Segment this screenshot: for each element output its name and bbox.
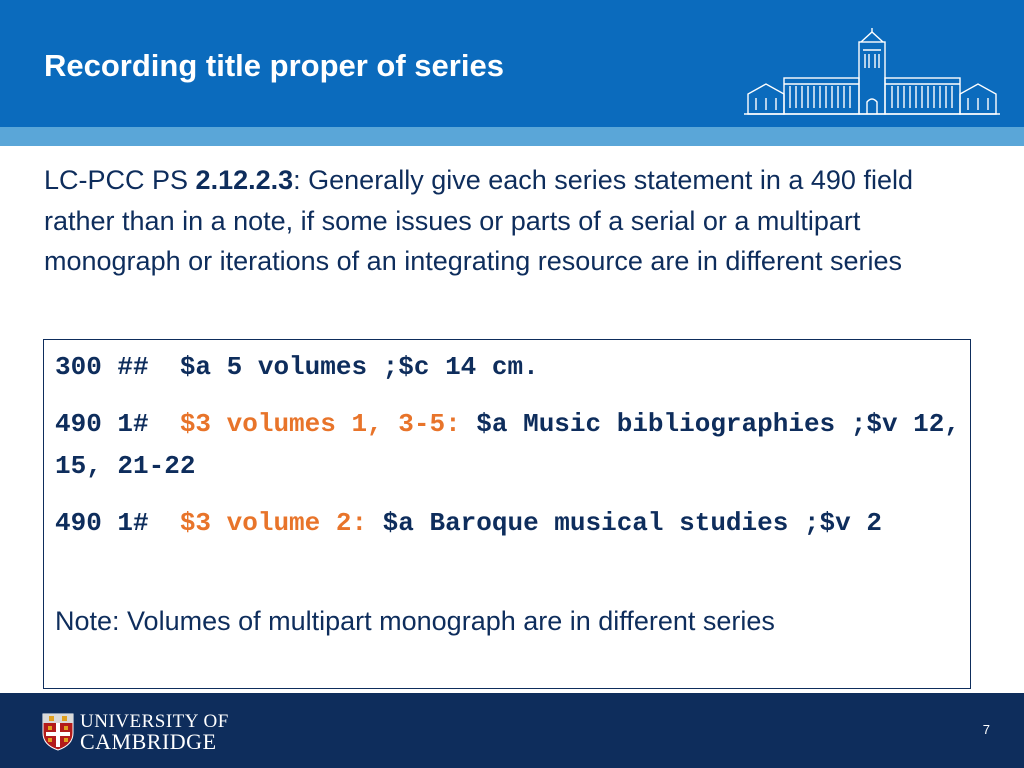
slide-title: Recording title proper of series: [44, 48, 504, 83]
page-number: 7: [982, 722, 990, 737]
example-note: Note: Volumes of multipart monograph are in different series: [55, 606, 775, 636]
marc-highlight-subfield: $3 volumes 1, 3-5:: [179, 409, 461, 439]
marc-tag: 490 1#: [55, 409, 180, 439]
cambridge-crest-icon: [42, 713, 74, 751]
university-wordmark: [80, 713, 229, 753]
marc-field-490-second: [55, 502, 960, 544]
marc-field-490-first: [55, 403, 976, 487]
intro-paragraph: [44, 160, 974, 282]
marc-tag: 490 1#: [55, 508, 180, 538]
intro-text: : Generally give each series statement in a 490 field rather than in a note, if some issues or parts of a serial or a multipart monograph or iterations of an integrating resource are in different series: [44, 165, 913, 276]
marc-subfields: $a Music bibliographies ;$v 12, 15, 21-22: [55, 409, 976, 481]
marc-field-300: [55, 346, 960, 388]
university-line2: CAMBRIDGE: [80, 729, 217, 754]
marc-tag: 300 ##: [55, 352, 180, 382]
marc-subfields: $a 5 volumes ;$c 14 cm.: [179, 352, 539, 382]
university-library-building-icon: [744, 28, 1000, 118]
university-line1: UNIVERSITY OF: [80, 711, 229, 732]
marc-subfields: $a Baroque musical studies ;$v 2: [367, 508, 882, 538]
marc-highlight-subfield: $3 volume 2:: [179, 508, 368, 538]
intro-prefix: LC-PCC PS: [44, 165, 196, 195]
intro-rule-number: 2.12.2.3: [195, 165, 294, 195]
header-stripe: [0, 127, 1024, 146]
marc-example-box: [43, 339, 976, 689]
